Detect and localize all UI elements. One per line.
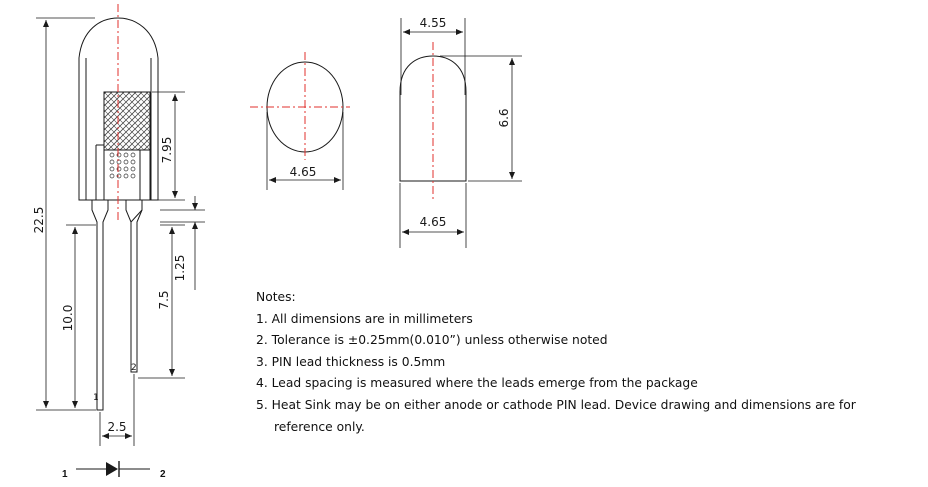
dim-standoff-height-label: 1.25 — [173, 254, 187, 282]
top-view — [250, 52, 350, 190]
front-base-width-label: 4.65 — [419, 215, 447, 229]
lead-frame — [104, 92, 150, 150]
front-view — [400, 16, 522, 248]
notes-section — [256, 287, 906, 438]
lead-pin1 — [92, 200, 108, 410]
front-top-width-label: 4.55 — [419, 16, 447, 30]
lead-pin2 — [126, 200, 142, 372]
dim-standoff-length-label: 7.5 — [157, 290, 171, 310]
dim-lead-length-label: 10.0 — [61, 304, 75, 332]
chip-dots — [110, 153, 135, 178]
diode-symbol-icon — [106, 462, 118, 476]
symbol-pin2-label: 2 — [160, 469, 166, 480]
top-diameter-label: 4.65 — [289, 165, 317, 179]
note-item-4: 4. Lead spacing is measured where the leads emerge from the package — [256, 376, 698, 391]
note-item-2: 2. Tolerance is ±0.25mm(0.010”) unless otherwise noted — [256, 333, 608, 348]
front-height-label: 6.6 — [497, 108, 511, 128]
pin2-label: 2 — [131, 363, 137, 373]
notes-title: Notes: — [256, 290, 296, 304]
note-item-1: 1. All dimensions are in millimeters — [256, 311, 473, 326]
dim-lead-spacing-label: 2.5 — [107, 420, 127, 434]
note-item-3: 3. PIN lead thickness is 0.5mm — [256, 354, 446, 369]
dim-total-height-label: 22.5 — [32, 206, 46, 234]
dim-body-height-label: 7.95 — [160, 136, 174, 164]
dim-lead-spacing — [100, 374, 134, 446]
pin1-label: 1 — [93, 393, 99, 403]
symbol-pin1-label: 1 — [62, 469, 68, 480]
note-item-5: 5. Heat Sink may be on either anode or cathode PIN lead. Device drawing and dimensions are for reference only. — [256, 397, 856, 434]
diode-symbol — [62, 461, 166, 480]
